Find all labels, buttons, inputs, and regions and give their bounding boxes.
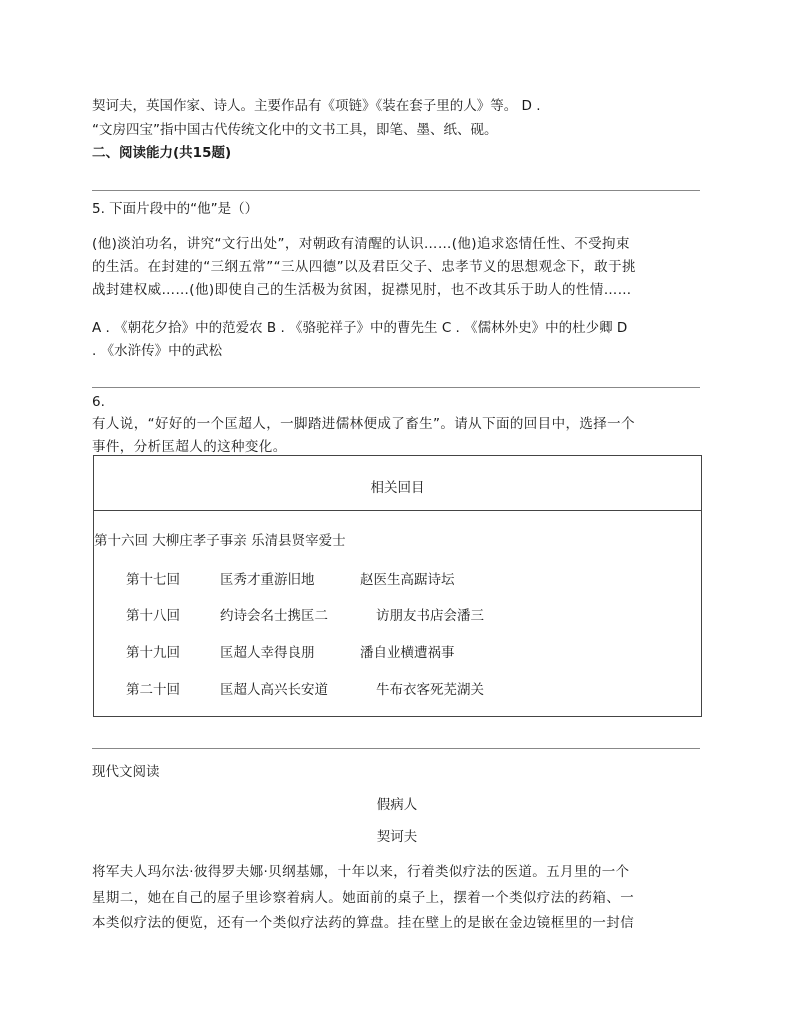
question-5-options: . 《水浒传》中的武松 [92,343,223,359]
passage-author: 契诃夫 [376,829,418,845]
intro-line-2: “文房四宝”指中国古代传统文化中的文书工具，即笔、墨、纸、砚。 [92,122,498,138]
chapter-number: 第十九回 [126,645,180,661]
passage-title: 假病人 [376,797,418,813]
chapter-row-first: 第十六回 大柳庄孝子事亲 乐清县贤宰爱士 [94,533,346,549]
chapter-title-b: 访朋友书店会潘三 [376,608,484,624]
question-5-passage-line: 战封建权威……(他)即使自己的生活极为贫困，捉襟见肘，也不改其乐于助人的性情…… [92,282,632,298]
section-heading-reading: 二、阅读能力(共15题) [92,145,232,161]
chapter-title-a: 匡超人高兴长安道 [220,682,328,698]
question-5-passage-line: 的生活。在封建的“三纲五常”“三从四德”以及君臣父子、忠孝节义的思想观念下，敢于挑 [92,259,636,275]
reading-section-label: 现代文阅读 [92,764,160,780]
chapter-title-b: 牛布衣客死芜湖关 [376,682,484,698]
chapter-title-a: 约诗会名士携匡二 [220,608,328,624]
passage-body-line: 星期二，她在自己的屋子里诊察着病人。她面前的桌子上，摆着一个类似疗法的药箱、一 [92,890,635,906]
question-6-stem-line: 事件，分析匡超人的这种变化。 [92,439,287,455]
passage-body-line: 本类似疗法的便览，还有一个类似疗法药的算盘。挂在壁上的是嵌在金边镜框里的一封信 [92,915,635,931]
chapter-title-b: 赵医生高踞诗坛 [360,572,455,588]
divider [92,190,700,191]
chapter-title-a: 匡秀才重游旧地 [220,572,315,588]
question-5-stem: 5. 下面片段中的“他”是（） [92,201,259,217]
intro-line-1: 契诃夫，英国作家、诗人。主要作品有《项链》《装在套子里的人》等。 D . [92,98,541,114]
chapter-number: 第十八回 [126,608,180,624]
table-divider [94,510,701,511]
chapter-table-header: 相关回目 [370,480,425,496]
chapter-title-a: 匡超人幸得良朋 [220,645,315,661]
divider [92,748,700,749]
question-5-options: A . 《朝花夕拾》中的范爱农 B . 《骆驼祥子》中的曹先生 C . 《儒林外史》中的杜少卿 D [92,320,628,336]
chapter-title-b: 潘自业横遭祸事 [360,645,455,661]
chapter-number: 第二十回 [126,682,180,698]
question-6-number: 6. [92,394,105,410]
chapter-table [93,455,702,717]
chapter-number: 第十七回 [126,572,180,588]
divider [92,387,700,388]
passage-body-line: 将军夫人玛尔法·彼得罗夫娜·贝纲基娜，十年以来，行着类似疗法的医道。五月里的一个 [92,864,630,880]
question-5-passage-line: (他)淡泊功名，讲究“文行出处”，对朝政有清醒的认识……(他)追求恣情任性、不受拘束 [92,236,630,252]
question-6-stem-line: 有人说，“好好的一个匡超人，一脚踏进儒林便成了畜生”。请从下面的回目中，选择一个 [92,416,635,432]
